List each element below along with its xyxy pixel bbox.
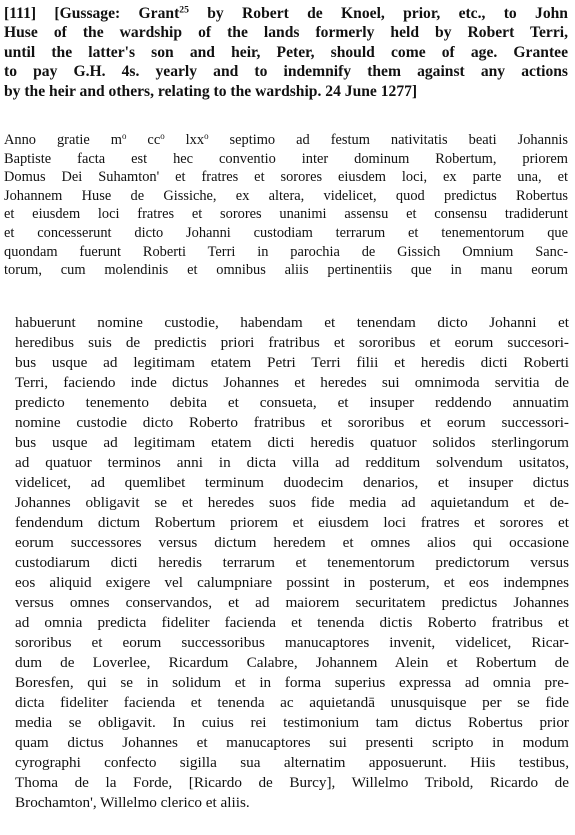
text-line: nomine custodie dicto Roberto fratribus et sororibus et eorum successori- bbox=[15, 414, 569, 431]
text-span: Anno gratie m bbox=[4, 132, 122, 148]
text-line: Baptiste facta est hec conventio inter dominum Robertum, priorem bbox=[4, 150, 568, 167]
text-line: bus usque ad legitimam etatem Petri Terri filii et heredis dicti Roberti bbox=[15, 354, 569, 371]
text-line: eorum successores versus dictum heredem et omnes alios qui occasione bbox=[15, 534, 569, 551]
text-span: septimo ad festum nativitatis beati Johannis bbox=[208, 132, 569, 148]
text-line: predicto tenemento debita et consueta, et insuper reddendo annuatim bbox=[15, 394, 569, 411]
text-line: eos aliquid exigere vel calumpniare possint in posterum, et eos indempnes bbox=[15, 574, 569, 591]
text-line: sororibus et eorum successoribus manucaptores invenit, videlicet, Ricar- bbox=[15, 634, 569, 651]
text-line: heredibus suis de predictis priori fratribus et sororibus et eorum succesori- bbox=[15, 334, 569, 351]
heading-line: Huse of the wardship of the lands formerly held by Robert Terri, bbox=[4, 24, 568, 42]
text-line: quam dictus Johannes et manucaptores sui presenti scripto in modum bbox=[15, 734, 569, 751]
text-line bbox=[4, 131, 568, 150]
heading-text: by Robert de Knoel, prior, etc., to John bbox=[188, 5, 568, 22]
text-line: dicta fideliter facienda et tenenda ac aquietandā unusquisque per se fide bbox=[15, 694, 569, 711]
text-line: et eiusdem loci fratres et sorores unanimi assensu et consensu tradiderunt bbox=[4, 206, 568, 223]
text-line: custodiarum dicti heredis terrarum et tenementorum predictorum versus bbox=[15, 554, 569, 571]
superscript: o bbox=[121, 131, 127, 142]
text-span: lxx bbox=[164, 132, 205, 148]
text-line: Johannem Huse de Gissiche, ex altera, videlicet, quod predictus Robertus bbox=[4, 187, 568, 204]
heading-line: by the heir and others, relating to the wardship. 24 June 1277] bbox=[4, 82, 418, 100]
text-line: ad quatuor terminos anni in dicta villa ad redditum solvendum usitatos, bbox=[15, 454, 569, 471]
text-line: dum de Loverlee, Ricardum Calabre, Johannem Alein et Robertum de bbox=[15, 654, 569, 671]
text-line: torum, cum molendinis et omnibus aliis pertinentiis que in manu eorum bbox=[4, 262, 568, 279]
text-line: media se obligavit. In cuius rei testimonium tam dictus Robertus prior bbox=[15, 714, 569, 731]
heading-text: [111] [Gussage: Grant bbox=[4, 5, 180, 22]
text-line: cyrographi confecto sigilla sua alternatim apposuerunt. Hiis testibus, bbox=[15, 754, 569, 771]
heading-line: until the latter's son and heir, Peter, should come of age. Grantee bbox=[4, 43, 568, 61]
text-line: habuerunt nomine custodie, habendam et tenendam dicto Johanni et bbox=[15, 314, 569, 331]
text-line: Boresfen, qui se in solidum et in forma superius expressa ad omnia pre- bbox=[15, 674, 569, 691]
heading-line bbox=[4, 4, 568, 23]
charter-text-part-2 bbox=[15, 313, 569, 813]
charter-text-part-1 bbox=[4, 131, 568, 280]
text-line: Johannes obligavit se et heredes suos fide media ad aquietandum et de- bbox=[15, 494, 569, 511]
superscript: o bbox=[204, 131, 209, 142]
text-line: quondam fuerunt Roberti Terri in parochia de Gissich Omnium Sanc- bbox=[4, 243, 568, 260]
charter-heading bbox=[4, 4, 568, 101]
text-line: Thoma de la Forde, [Ricardo de Burcy], Willelmo Tribold, Ricardo de bbox=[15, 774, 569, 791]
text-line: Domus Dei Suhamton' et fratres et sorores eiusdem loci, ex parte una, et bbox=[4, 169, 568, 186]
heading-line: to pay G.H. 4s. yearly and to indemnify them against any actions bbox=[4, 63, 568, 81]
text-line: bus usque ad legitimam etatem dicti heredis quatuor solidos sterlingorum bbox=[15, 434, 569, 451]
text-line: et concesserunt dicto Johanni custodiam terrarum et tenementorum que bbox=[4, 224, 568, 241]
superscript: o bbox=[160, 131, 165, 142]
text-line: Brochamton', Willelmo clerico et aliis. bbox=[15, 794, 250, 811]
text-line: fendendum dictum Robertum priorem et eiusdem loci fratres et sorores et bbox=[15, 514, 569, 531]
text-span: cc bbox=[126, 132, 161, 148]
text-line: ad omnia predicta fideliter facienda et tenenda dictis Roberto fratribus et bbox=[15, 614, 569, 631]
text-line: videlicet, ad quemlibet terminum duodecim denarios, et insuper dictus bbox=[15, 474, 569, 491]
text-line: Terri, faciendo inde dictus Johannes et heredes sui omnimoda servitia de bbox=[15, 374, 569, 391]
text-line: versus omnes conservandos, et ad maiorem securitatem predictus Johannes bbox=[15, 594, 569, 611]
footnote-ref: 25 bbox=[179, 4, 189, 16]
